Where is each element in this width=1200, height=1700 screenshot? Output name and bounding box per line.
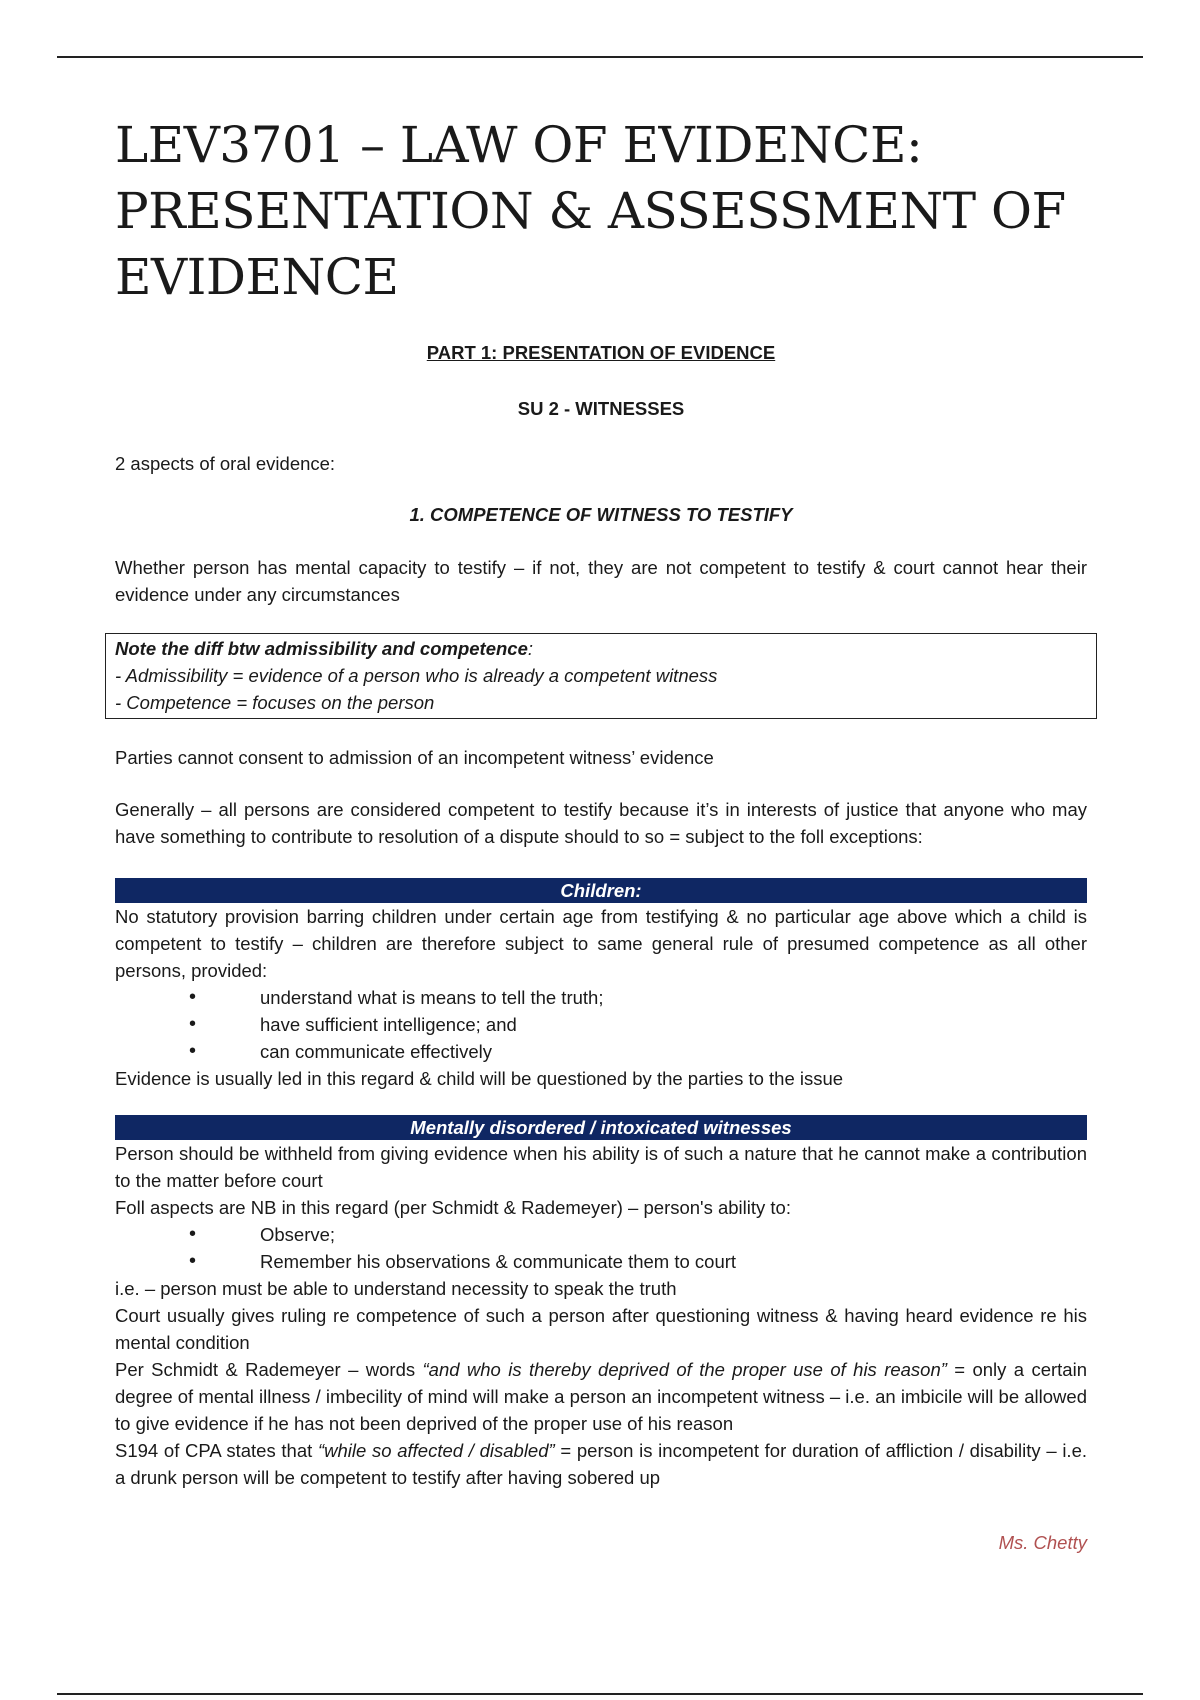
bottom-rule <box>57 1693 1143 1695</box>
mental-paragraph-4: Court usually gives ruling re competence of such a person after questioning witness & having heard evidence re his mental condition <box>115 1305 1087 1353</box>
children-paragraph: No statutory provision barring children under certain age from testifying & no particular age above which a child is competent to testify – children are therefore subject to same general rule of presumed competence as all other persons, provided: <box>115 906 1087 981</box>
para5-post: = only a certain degree of mental illness / imbecility of mind will make a person an incompetent witness – i.e. an imbicile will be allowed to give evidence if he has not been deprived of the proper use of his reason <box>115 1359 1087 1434</box>
note-box <box>105 633 1097 719</box>
note-heading-line: Note the diff btw admissibility and competence: <box>115 638 534 659</box>
list-item: • understand what is means to tell the truth; <box>115 984 1087 1011</box>
parties-paragraph: Parties cannot consent to admission of an incompetent witness’ evidence <box>115 747 714 768</box>
note-line-admissibility: - Admissibility = evidence of a person who is already a competent witness <box>115 665 718 686</box>
mental-paragraph-1: Person should be withheld from giving evidence when his ability is of such a nature that he cannot make a contribution to the matter before court <box>115 1143 1087 1191</box>
mental-paragraph-2: Foll aspects are NB in this regard (per Schmidt & Rademeyer) – person's ability to: <box>115 1197 791 1218</box>
competence-paragraph: Whether person has mental capacity to testify – if not, they are not competent to testify & court cannot hear their evidence under any circumstances <box>115 557 1087 605</box>
list-item: • have sufficient intelligence; and <box>115 1011 1087 1038</box>
mental-paragraph-6 <box>115 1437 1087 1491</box>
top-rule <box>57 56 1143 58</box>
children-bullet-list <box>115 984 1087 1065</box>
author-signature: Ms. Chetty <box>998 1532 1087 1553</box>
mental-bullet-list <box>115 1221 1087 1275</box>
list-item: • can communicate effectively <box>115 1038 1087 1065</box>
children-closing: Evidence is usually led in this regard & child will be questioned by the parties to the issue <box>115 1068 844 1089</box>
note-line-competence: - Competence = focuses on the person <box>115 692 435 713</box>
list-item: • Remember his observations & communicate them to court <box>115 1248 1087 1275</box>
para5-quote: “and who is thereby deprived of the proper use of his reason” <box>422 1359 947 1380</box>
para6-quote: “while so affected / disabled” <box>317 1440 555 1461</box>
part-heading: PART 1: PRESENTATION OF EVIDENCE <box>426 342 776 363</box>
para6-post: = person is incompetent for duration of affliction / disability – i.e. a drunk person will be competent to testify after having sobered up <box>115 1440 1087 1488</box>
mental-paragraph-3: i.e. – person must be able to understand necessity to speak the truth <box>115 1278 677 1299</box>
generally-paragraph: Generally – all persons are considered competent to testify because it’s in interests of justice that anyone who may have something to contribute to resolution of a dispute should to so = subject to the foll exceptions: <box>115 799 1087 847</box>
document-title: LEV3701 – LAW OF EVIDENCE: PRESENTATION & ASSESSMENT OF EVIDENCE <box>115 116 1066 306</box>
su-heading: SU 2 - WITNESSES <box>517 398 685 419</box>
para6-pre: S194 of CPA states that <box>115 1440 318 1461</box>
intro-text: 2 aspects of oral evidence: <box>115 453 336 474</box>
para5-pre: Per Schmidt & Rademeyer – words <box>115 1359 423 1380</box>
children-section-bar: Children: <box>115 878 1087 903</box>
competence-heading: 1. COMPETENCE OF WITNESS TO TESTIFY <box>409 504 793 525</box>
mental-section-bar: Mentally disordered / intoxicated witnesses <box>115 1115 1087 1140</box>
document-page <box>115 112 1087 1556</box>
mental-paragraph-5 <box>115 1356 1087 1437</box>
list-item: • Observe; <box>115 1221 1087 1248</box>
note-heading: Note the diff btw admissibility and competence <box>115 638 528 659</box>
